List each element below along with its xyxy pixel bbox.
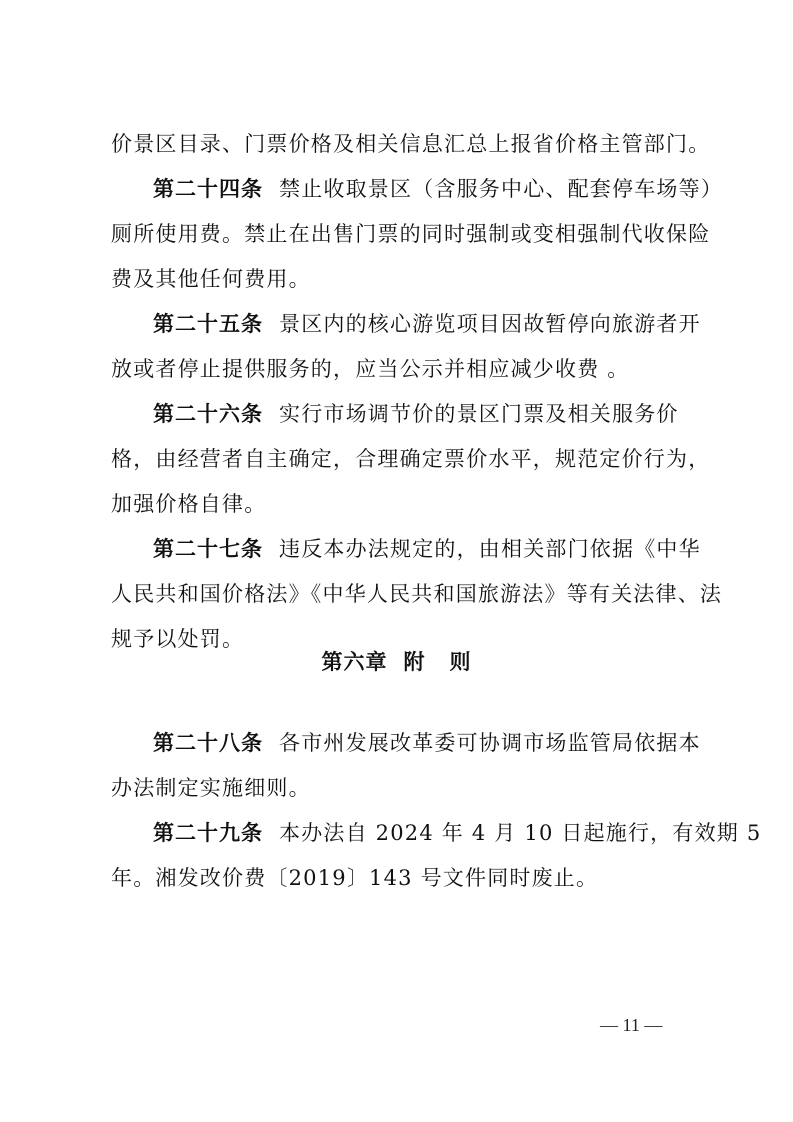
article-27-line-1 (153, 531, 701, 567)
article-text: 各市州发展改革委可协调市场监管局依据本 (279, 731, 701, 755)
article-text: 人民共和国价格法》《中华人民共和国旅游法》等有关法律、法 (111, 582, 723, 606)
article-29-line-2 (111, 860, 701, 896)
article-text: 违反本办法规定的，由相关部门依据《中华 (279, 537, 701, 561)
page-number: — 11 — (600, 1015, 663, 1035)
chapter-title-part1: 附 (403, 650, 426, 674)
article-26-line-2 (111, 441, 711, 477)
paragraph-text: 价景区目录、门票价格及相关信息汇总上报省价格主管部门。 (111, 132, 711, 156)
article-label: 第二十九条 (153, 821, 263, 845)
article-28-line-1 (153, 725, 701, 761)
article-24-line-3 (111, 261, 701, 297)
chapter-number: 第六章 (321, 650, 388, 674)
article-text: 格，由经营者自主确定，合理确定票价水平，规范定价行为， (111, 447, 711, 471)
article-text: 加强价格自律。 (111, 492, 267, 516)
article-label: 第二十五条 (153, 312, 263, 336)
article-24-line-2 (111, 216, 711, 252)
article-label: 第二十八条 (153, 731, 263, 755)
article-26-line-1 (153, 396, 701, 432)
article-text: 放或者停止提供服务的，应当公示并相应减少收费 。 (111, 357, 630, 381)
article-25-line-2 (111, 351, 701, 387)
article-25-line-1 (153, 306, 701, 342)
article-text: 厕所使用费。禁止在出售门票的同时强制或变相强制代收保险 (111, 222, 711, 246)
article-label: 第二十六条 (153, 402, 263, 426)
chapter-heading (0, 647, 793, 677)
article-24-line-1 (153, 171, 723, 207)
article-text: 本办法自 2024 年 4 月 10 日起施行，有效期 5 (279, 821, 762, 845)
article-26-line-3 (111, 486, 701, 522)
article-text: 费及其他任何费用。 (111, 267, 311, 291)
article-text: 年。湘发改价费〔2019〕143 号文件同时废止。 (111, 866, 599, 890)
article-text: 规予以处罚。 (111, 627, 245, 651)
article-27-line-2 (111, 576, 723, 612)
article-text: 实行市场调节价的景区门票及相关服务价 (279, 402, 679, 426)
paragraph-continuation-line (111, 126, 711, 162)
article-text: 禁止收取景区（含服务中心、配套停车场等） (279, 177, 723, 201)
article-text: 景区内的核心游览项目因故暂停向旅游者开 (279, 312, 701, 336)
chapter-title-part2: 则 (449, 650, 472, 674)
article-label: 第二十七条 (153, 537, 263, 561)
article-label: 第二十四条 (153, 177, 263, 201)
article-28-line-2 (111, 770, 701, 806)
article-text: 办法制定实施细则。 (111, 776, 311, 800)
article-29-line-1 (153, 815, 762, 851)
